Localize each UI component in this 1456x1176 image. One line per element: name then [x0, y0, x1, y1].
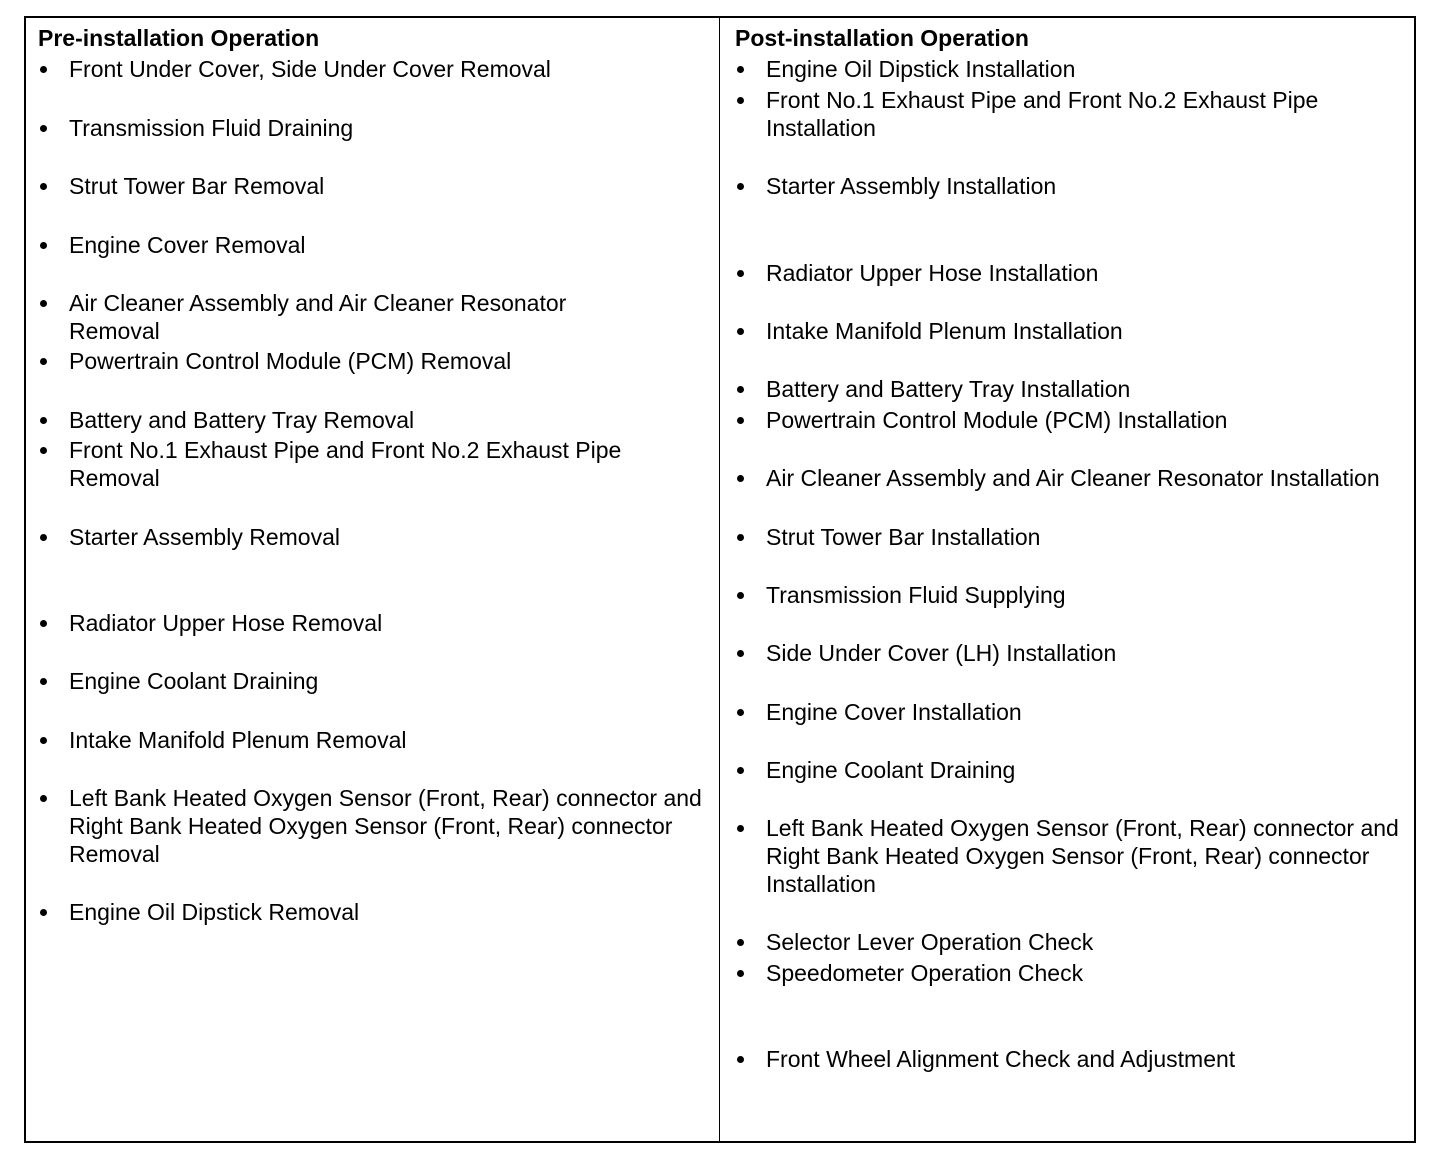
list-item-text: Transmission Fluid Draining	[69, 115, 354, 141]
list-item-text: Battery and Battery Tray Removal	[69, 407, 415, 433]
list-item	[69, 726, 709, 754]
list-item	[766, 756, 1406, 784]
list-item-text: Battery and Battery Tray Installation	[766, 376, 1131, 402]
list-item-text: Selector Lever Operation Check	[766, 929, 1094, 955]
list-item	[766, 698, 1406, 726]
list-item-text: Powertrain Control Module (PCM) Installation	[766, 407, 1228, 433]
list-item	[766, 406, 1406, 434]
bullet-icon	[40, 417, 47, 424]
bullet-icon	[40, 795, 47, 802]
bullet-icon	[737, 709, 744, 716]
list-item-text: Powertrain Control Module (PCM) Removal	[69, 348, 512, 374]
pre-installation-heading: Pre-installation Operation	[38, 25, 320, 51]
bullet-icon	[40, 737, 47, 744]
bullet-icon	[737, 939, 744, 946]
bullet-icon	[40, 183, 47, 190]
bullet-icon	[40, 909, 47, 916]
list-item	[69, 784, 711, 868]
list-item-text: Air Cleaner Assembly and Air Cleaner Resonator Installation	[766, 465, 1380, 491]
bullet-icon	[737, 270, 744, 277]
list-item	[69, 172, 709, 200]
list-item-text: Front No.1 Exhaust Pipe and Front No.2 Exhaust Pipe Removal	[69, 437, 622, 491]
bullet-icon	[737, 183, 744, 190]
list-item-text: Left Bank Heated Oxygen Sensor (Front, Rear) connector and Right Bank Heated Oxygen Sensor (Front, Rear) connector Removal	[69, 785, 702, 867]
bullet-icon	[40, 242, 47, 249]
list-item	[69, 55, 709, 83]
bullet-icon	[737, 328, 744, 335]
bullet-icon	[737, 386, 744, 393]
list-item-text: Intake Manifold Plenum Installation	[766, 318, 1123, 344]
list-item	[766, 86, 1376, 142]
bullet-icon	[737, 475, 744, 482]
list-item-text: Radiator Upper Hose Removal	[69, 610, 383, 636]
list-item-text: Intake Manifold Plenum Removal	[69, 727, 407, 753]
list-item-text: Engine Coolant Draining	[69, 668, 319, 694]
bullet-icon	[737, 66, 744, 73]
list-item	[766, 581, 1406, 609]
list-item	[766, 959, 1406, 987]
list-item-text: Starter Assembly Installation	[766, 173, 1057, 199]
list-item-text: Strut Tower Bar Installation	[766, 524, 1041, 550]
bullet-icon	[737, 825, 744, 832]
list-item	[69, 667, 709, 695]
list-item-text: Radiator Upper Hose Installation	[766, 260, 1099, 286]
list-item-text: Engine Oil Dipstick Installation	[766, 56, 1076, 82]
bullet-icon	[737, 767, 744, 774]
list-item	[766, 814, 1408, 898]
bullet-icon	[40, 534, 47, 541]
list-item	[766, 55, 1406, 83]
list-item-text: Starter Assembly Removal	[69, 524, 340, 550]
bullet-icon	[40, 125, 47, 132]
list-item	[766, 464, 1408, 492]
bullet-icon	[40, 447, 47, 454]
list-item-text: Engine Coolant Draining	[766, 757, 1016, 783]
bullet-icon	[40, 358, 47, 365]
list-item-text: Front No.1 Exhaust Pipe and Front No.2 Exhaust Pipe Installation	[766, 87, 1319, 141]
list-item-text: Front Wheel Alignment Check and Adjustment	[766, 1046, 1236, 1072]
bullet-icon	[737, 970, 744, 977]
list-item-text: Left Bank Heated Oxygen Sensor (Front, Rear) connector and Right Bank Heated Oxygen Sensor (Front, Rear) connector Installation	[766, 815, 1399, 897]
list-item-text: Engine Cover Removal	[69, 232, 306, 258]
list-item	[69, 231, 709, 259]
list-item	[766, 259, 1406, 287]
list-item	[69, 406, 709, 434]
list-item-text: Engine Cover Installation	[766, 699, 1022, 725]
list-item-text: Side Under Cover (LH) Installation	[766, 640, 1117, 666]
bullet-icon	[737, 592, 744, 599]
list-item-text: Air Cleaner Assembly and Air Cleaner Resonator Removal	[69, 290, 567, 344]
list-item	[766, 639, 1406, 667]
bullet-icon	[40, 66, 47, 73]
list-item-text: Engine Oil Dipstick Removal	[69, 899, 360, 925]
list-item	[766, 172, 1406, 200]
list-item-text: Speedometer Operation Check	[766, 960, 1084, 986]
list-item	[766, 1045, 1406, 1073]
list-item	[69, 347, 709, 375]
list-item	[69, 289, 629, 345]
bullet-icon	[737, 97, 744, 104]
list-item-text: Strut Tower Bar Removal	[69, 173, 325, 199]
bullet-icon	[737, 650, 744, 657]
bullet-icon	[737, 534, 744, 541]
list-item	[69, 609, 709, 637]
list-item	[69, 523, 709, 551]
list-item-text: Front Under Cover, Side Under Cover Removal	[69, 56, 551, 82]
bullet-icon	[737, 417, 744, 424]
bullet-icon	[40, 300, 47, 307]
bullet-icon	[40, 678, 47, 685]
list-item-text: Transmission Fluid Supplying	[766, 582, 1066, 608]
post-installation-heading: Post-installation Operation	[735, 25, 1029, 51]
list-item	[69, 898, 709, 926]
list-item	[69, 114, 709, 142]
list-item	[766, 928, 1406, 956]
list-item	[766, 317, 1406, 345]
bullet-icon	[737, 1056, 744, 1063]
column-divider	[719, 16, 720, 1143]
list-item	[69, 436, 679, 492]
list-item	[766, 523, 1406, 551]
list-item	[766, 375, 1406, 403]
bullet-icon	[40, 620, 47, 627]
